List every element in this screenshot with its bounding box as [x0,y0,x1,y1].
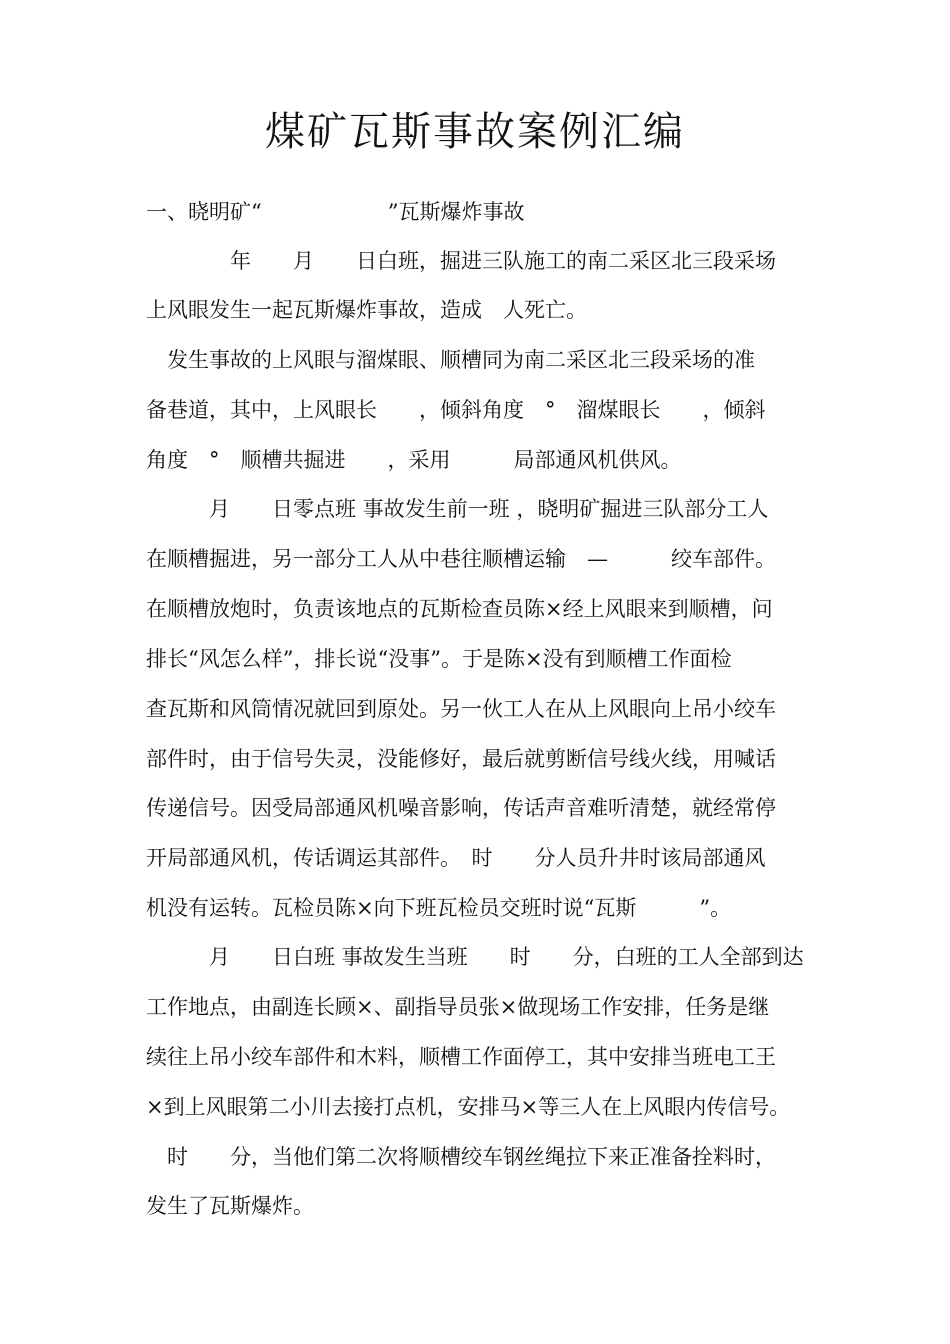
paragraph-line: 工作地点，由副连长顾×、副指导员张×做现场工作安排，任务是继 [146,995,770,1019]
paragraph-line: 传递信号。因受局部通风机噪音影响，传话声音难听清楚，就经常停 [146,796,776,820]
paragraph-line: 续往上吊小绞车部件和木料，顺槽工作面停工，其中安排当班电工王 [146,1045,776,1069]
paragraph-line: 在顺槽掘进，另一部分工人从中巷往顺槽运输 — 绞车部件。 [146,547,776,571]
paragraph-line: 机没有运转。瓦检员陈×向下班瓦检员交班时说“瓦斯 ”。 [146,896,732,920]
paragraph-line: 时 分，当他们第二次将顺槽绞车钢丝绳拉下来正准备拴料时， [146,1145,776,1169]
paragraph-line: 查瓦斯和风筒情况就回到原处。另一伙工人在从上风眼向上吊小绞车 [146,697,776,721]
paragraph-line: ×到上风眼第二小川去接打点机，安排马×等三人在上风眼内传信号。 [146,1095,791,1119]
paragraph-line: 备巷道，其中，上风眼长 ，倾斜角度 ° 溜煤眼长 ，倾斜 [146,398,766,422]
paragraph-line: 月 日零点班 事故发生前一班 ，晓明矿掘进三队部分工人 [146,497,769,521]
paragraph-line: 发生了瓦斯爆炸。 [146,1194,314,1218]
paragraph-line: 开局部通风机，传话调运其部件。 时 分人员升井时该局部通风 [146,846,766,870]
paragraph-line: 部件时，由于信号失灵，没能修好，最后就剪断信号线火线，用喊话 [146,747,776,771]
section-heading: 一、晓明矿“ ”瓦斯爆炸事故 [146,200,525,224]
paragraph-line: 年 月 日白班，掘进三队施工的南二采区北三段采场 [146,249,776,273]
paragraph-line: 排长“风怎么样”，排长说“没事”。于是陈×没有到顺槽工作面检 [146,647,732,671]
paragraph-line: 发生事故的上风眼与溜煤眼、顺槽同为南二采区北三段采场的准 [146,348,755,372]
paragraph-line: 角度 ° 顺槽共掘进 ，采用 局部通风机供风。 [146,448,682,472]
document-title: 煤矿瓦斯事故案例汇编 [265,109,685,155]
paragraph-line: 月 日白班 事故发生当班 时 分，白班的工人全部到达 [146,945,804,969]
paragraph-line: 上风眼发生一起瓦斯爆炸事故，造成 人死亡。 [146,298,587,322]
paragraph-line: 在顺槽放炮时，负责该地点的瓦斯检查员陈×经上风眼来到顺槽，问 [146,597,773,621]
